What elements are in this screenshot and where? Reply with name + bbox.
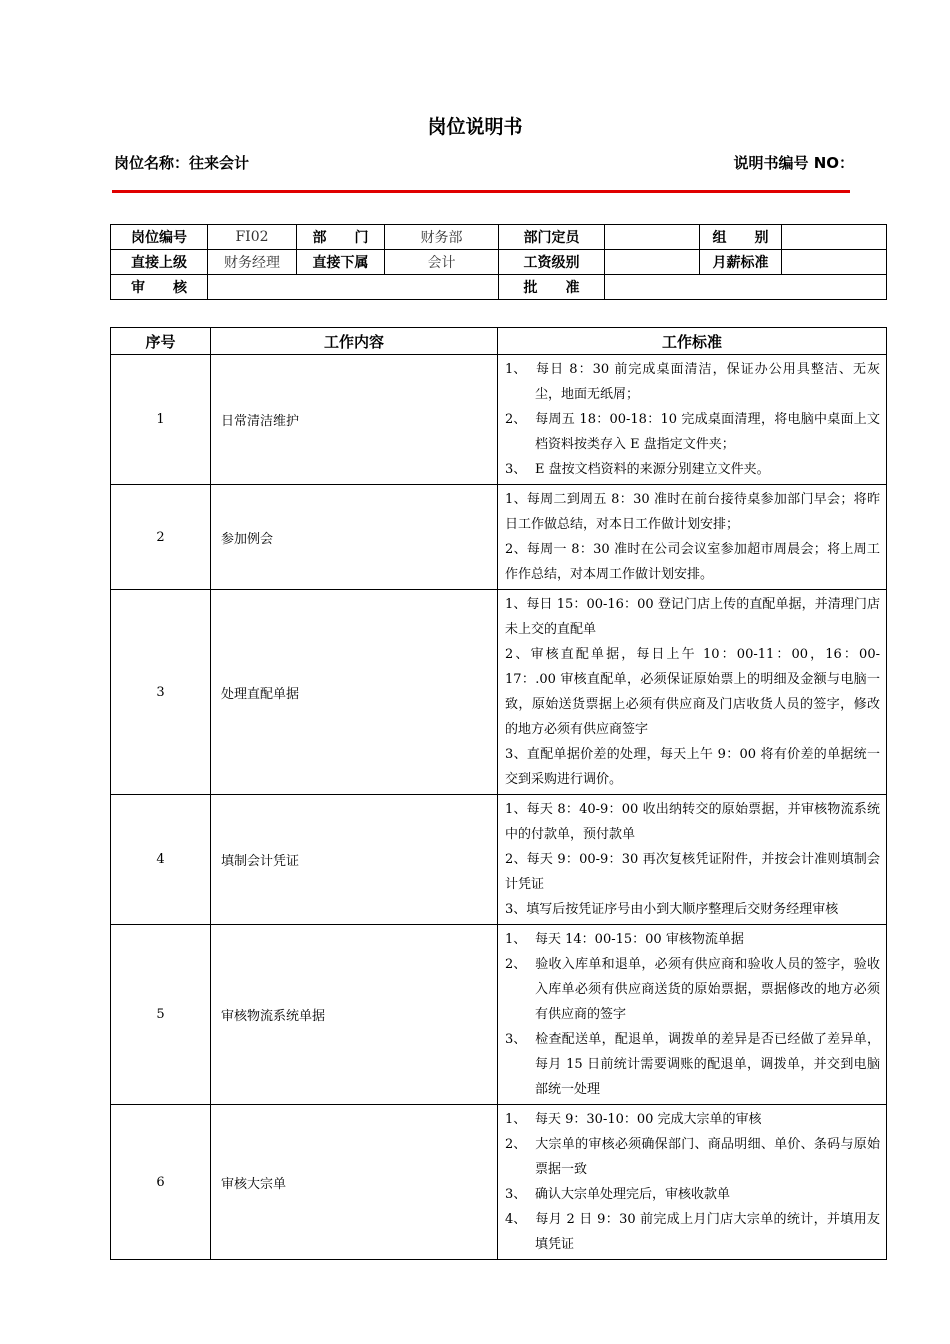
standard-item-text: 每月 2 日 9：30 前完成上月门店大宗单的统计，并填用友填凭证 bbox=[535, 1212, 880, 1252]
table-row bbox=[111, 590, 887, 795]
dept-label: 部 门 bbox=[297, 225, 385, 250]
table-row bbox=[111, 485, 887, 590]
standard-item-number: 2、 bbox=[505, 412, 527, 427]
standard-item bbox=[505, 1027, 880, 1102]
standard-cell bbox=[498, 355, 887, 485]
standard-item-text: 1、每日 15：00-16：00 登记门店上传的直配单据，并清理门店未上交的直配单 bbox=[505, 597, 880, 637]
standard-item-text: 每天 9：30-10：00 完成大宗单的审核 bbox=[535, 1112, 762, 1127]
standard-item-text: 3、直配单据价差的处理，每天上午 9：00 将有价差的单据统一交到采购进行调价。 bbox=[505, 747, 880, 787]
standard-item-number: 1、 bbox=[505, 932, 527, 947]
group-value bbox=[782, 225, 887, 250]
standard-item bbox=[505, 642, 880, 742]
standard-item-text: 每周五 18：00-18：10 完成桌面清理，将电脑中桌面上文档资料按类存入 E 盘指定文件夹； bbox=[535, 412, 880, 452]
seq-cell: 5 bbox=[111, 925, 211, 1105]
subordinate-value: 会计 bbox=[385, 250, 499, 275]
seq-cell: 1 bbox=[111, 355, 211, 485]
seq-cell: 4 bbox=[111, 795, 211, 925]
standard-item bbox=[505, 1207, 880, 1257]
standard-item-text: 每天 14：00-15：00 审核物流单据 bbox=[535, 932, 744, 947]
standard-item bbox=[505, 797, 880, 847]
standard-item bbox=[505, 847, 880, 897]
standard-cell bbox=[498, 590, 887, 795]
post-code-label: 岗位编号 bbox=[111, 225, 208, 250]
post-info-table bbox=[110, 224, 887, 300]
superior-value: 财务经理 bbox=[208, 250, 297, 275]
standard-item-text: 2、审核直配单据，每日上午 10：00-11：00，16：00-17：.00 审核直配单，必须保证原始票上的明细及金额与电脑一致，原始送货票据上必须有供应商及门店收货人员的签字，修改的地方必须有供应商签字 bbox=[505, 647, 880, 737]
standard-item-text: 每日 8：30 前完成桌面清洁，保证办公用具整洁、无灰尘，地面无纸屑； bbox=[535, 362, 880, 402]
document-title: 岗位说明书 bbox=[427, 116, 523, 138]
standard-item bbox=[505, 1132, 880, 1182]
standard-item bbox=[505, 927, 880, 952]
standard-header: 工作标准 bbox=[498, 328, 887, 355]
superior-label: 直接上级 bbox=[111, 250, 208, 275]
red-divider bbox=[112, 190, 850, 193]
standard-item-text: 3、填写后按凭证序号由小到大顺序整理后交财务经理审核 bbox=[505, 902, 839, 917]
standard-item bbox=[505, 952, 880, 1027]
standard-item-number: 1、 bbox=[505, 1112, 527, 1127]
seq-cell: 2 bbox=[111, 485, 211, 590]
review-label: 审 核 bbox=[111, 275, 208, 300]
seq-cell: 6 bbox=[111, 1105, 211, 1260]
duties-table bbox=[110, 327, 887, 1260]
seq-cell: 3 bbox=[111, 590, 211, 795]
salary-grade-value bbox=[605, 250, 700, 275]
dept-value: 财务部 bbox=[385, 225, 499, 250]
standard-cell bbox=[498, 795, 887, 925]
monthly-standard-value bbox=[782, 250, 887, 275]
content-cell: 审核物流系统单据 bbox=[211, 925, 498, 1105]
content-cell: 参加例会 bbox=[211, 485, 498, 590]
standard-item-text: E 盘按文档资料的来源分别建立文件夹。 bbox=[535, 462, 770, 477]
standard-item bbox=[505, 742, 880, 792]
standard-item bbox=[505, 1107, 880, 1132]
table-row bbox=[111, 355, 887, 485]
standard-item bbox=[505, 487, 880, 537]
standard-item-text: 2、每天 9：00-9：30 再次复核凭证附件，并按会计准则填制会计凭证 bbox=[505, 852, 880, 892]
standard-item bbox=[505, 357, 880, 407]
table-row bbox=[111, 925, 887, 1105]
post-code-value: FI02 bbox=[208, 225, 297, 250]
table-row bbox=[111, 795, 887, 925]
standard-item-number: 4、 bbox=[505, 1212, 527, 1227]
salary-grade-label: 工资级别 bbox=[499, 250, 605, 275]
standard-item-text: 确认大宗单处理完后，审核收款单 bbox=[535, 1187, 731, 1202]
approve-value bbox=[605, 275, 887, 300]
standard-item bbox=[505, 1182, 880, 1207]
seq-header: 序号 bbox=[111, 328, 211, 355]
headcount-label: 部门定员 bbox=[499, 225, 605, 250]
standard-item-text: 1、每天 8：40-9：00 收出纳转交的原始票据，并审核物流系统中的付款单，预付款单 bbox=[505, 802, 880, 842]
standard-cell bbox=[498, 485, 887, 590]
standard-item bbox=[505, 897, 880, 922]
group-label: 组 别 bbox=[700, 225, 782, 250]
standard-item-number: 1、 bbox=[505, 362, 527, 377]
content-header: 工作内容 bbox=[211, 328, 498, 355]
content-cell: 审核大宗单 bbox=[211, 1105, 498, 1260]
table-row bbox=[111, 1105, 887, 1260]
standard-item bbox=[505, 457, 880, 482]
standard-item-text: 检查配送单，配退单，调拨单的差异是否已经做了差异单，每月 15 日前统计需要调账的配退单，调拨单，并交到电脑部统一处理 bbox=[535, 1032, 880, 1097]
standard-item bbox=[505, 592, 880, 642]
post-name-label: 岗位名称：往来会计 bbox=[114, 154, 250, 172]
standard-item-number: 2、 bbox=[505, 957, 527, 972]
standard-item-text: 大宗单的审核必须确保部门、商品明细、单价、条码与原始票据一致 bbox=[535, 1137, 880, 1177]
content-cell: 日常清洁维护 bbox=[211, 355, 498, 485]
standard-item bbox=[505, 537, 880, 587]
subordinate-label: 直接下属 bbox=[297, 250, 385, 275]
standard-item-text: 验收入库单和退单，必须有供应商和验收人员的签字，验收入库单必须有供应商送货的原始票据，票据修改的地方必须有供应商的签字 bbox=[535, 957, 880, 1022]
content-cell: 处理直配单据 bbox=[211, 590, 498, 795]
doc-number-label: 说明书编号 NO： bbox=[733, 154, 854, 172]
standard-item-number: 3、 bbox=[505, 462, 527, 477]
standard-item-number: 3、 bbox=[505, 1187, 527, 1202]
review-value bbox=[208, 275, 499, 300]
standard-item-text: 1、每周二到周五 8：30 准时在前台接待桌参加部门早会；将昨日工作做总结，对本日工作做计划安排； bbox=[505, 492, 880, 532]
monthly-standard-label: 月薪标准 bbox=[700, 250, 782, 275]
standard-item-text: 2、每周一 8：30 准时在公司会议室参加超市周晨会；将上周工作作总结，对本周工作做计划安排。 bbox=[505, 542, 880, 582]
standard-item bbox=[505, 407, 880, 457]
approve-label: 批 准 bbox=[499, 275, 605, 300]
standard-cell bbox=[498, 925, 887, 1105]
standard-item-number: 3、 bbox=[505, 1032, 527, 1047]
standard-cell bbox=[498, 1105, 887, 1260]
content-cell: 填制会计凭证 bbox=[211, 795, 498, 925]
headcount-value bbox=[605, 225, 700, 250]
standard-item-number: 2、 bbox=[505, 1137, 527, 1152]
